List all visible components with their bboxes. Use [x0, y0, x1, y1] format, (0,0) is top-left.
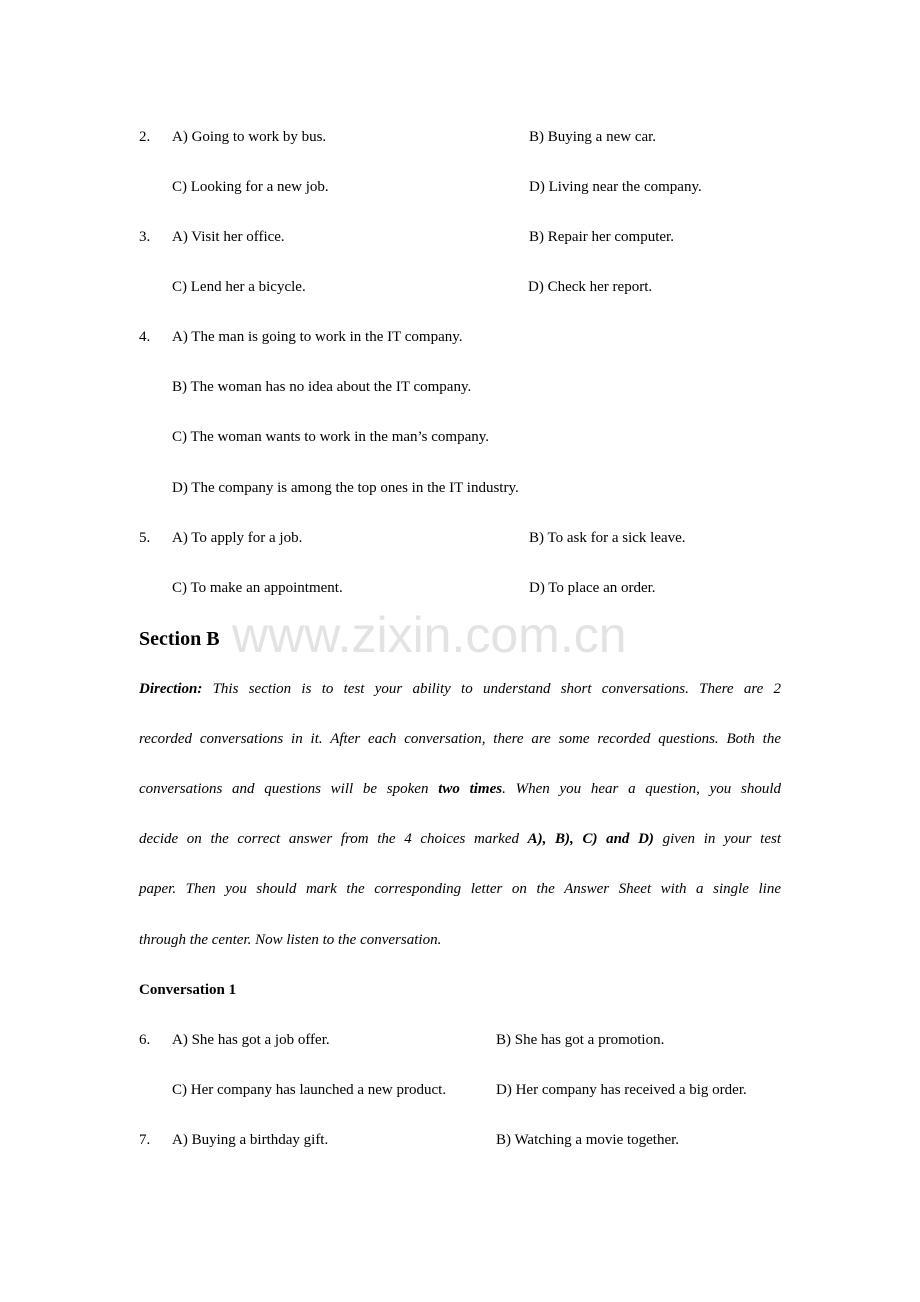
direction-label: Direction: — [139, 681, 203, 697]
question-number: 6. — [139, 1032, 151, 1048]
direction-text: given in your test — [653, 831, 781, 847]
option-a: A) She has got a job offer. — [172, 1032, 330, 1048]
option-d: D) The company is among the top ones in the IT industry. — [172, 480, 519, 496]
direction-line — [139, 829, 781, 849]
watermark: www.zixin.com.cn — [232, 607, 627, 663]
option-c: C) Lend her a bicycle. — [172, 279, 306, 295]
option-b: B) To ask for a sick leave. — [529, 530, 686, 546]
option-d: D) Living near the company. — [529, 179, 702, 195]
option-b: B) The woman has no idea about the IT company. — [172, 379, 472, 395]
direction-line — [139, 879, 781, 899]
question-number: 4. — [139, 329, 151, 345]
option-a: A) The man is going to work in the IT company. — [172, 329, 463, 345]
option-c: C) Looking for a new job. — [172, 179, 329, 195]
option-b: B) Watching a movie together. — [496, 1132, 680, 1148]
direction-text: through the center. Now listen to the conversation. — [139, 932, 442, 948]
direction-line — [139, 729, 781, 749]
question-number: 7. — [139, 1132, 151, 1148]
option-a: A) Going to work by bus. — [172, 129, 327, 145]
direction-text: paper. Then you should mark the corresponding letter on the Answer Sheet with a single line — [139, 881, 781, 897]
option-a: A) Buying a birthday gift. — [172, 1132, 329, 1148]
question-number: 2. — [139, 129, 151, 145]
direction-text: . When you hear a question, you should — [502, 781, 781, 797]
option-b: B) She has got a promotion. — [496, 1032, 665, 1048]
direction-text: decide on the correct answer from the 4 choices marked — [139, 831, 528, 847]
direction-text: conversations and questions will be spoken — [139, 781, 439, 797]
option-d: D) Check her report. — [528, 279, 653, 295]
direction-text: recorded conversations in it. After each conversation, there are some recorded questions. Both the — [139, 731, 781, 747]
direction-line — [139, 679, 781, 699]
direction-line — [139, 779, 781, 799]
option-c: C) The woman wants to work in the man’s company. — [172, 429, 490, 445]
option-d: D) To place an order. — [529, 580, 656, 596]
direction-line — [139, 930, 781, 950]
conversation-title: Conversation 1 — [139, 982, 237, 998]
option-a: A) To apply for a job. — [172, 530, 303, 546]
question-number: 3. — [139, 229, 151, 245]
direction-bold: A), B), C) and D) — [527, 831, 654, 847]
option-a: A) Visit her office. — [172, 229, 285, 245]
option-b: B) Repair her computer. — [529, 229, 674, 245]
option-b: B) Buying a new car. — [529, 129, 657, 145]
option-c: C) To make an appointment. — [172, 580, 343, 596]
direction-bold: two times — [438, 781, 503, 797]
direction-text: This section is to test your ability to understand short conversations. There are 2 — [212, 681, 782, 697]
option-c: C) Her company has launched a new product. — [172, 1082, 447, 1098]
question-number: 5. — [139, 530, 151, 546]
option-d: D) Her company has received a big order. — [496, 1082, 747, 1098]
section-title: Section B — [139, 628, 220, 650]
